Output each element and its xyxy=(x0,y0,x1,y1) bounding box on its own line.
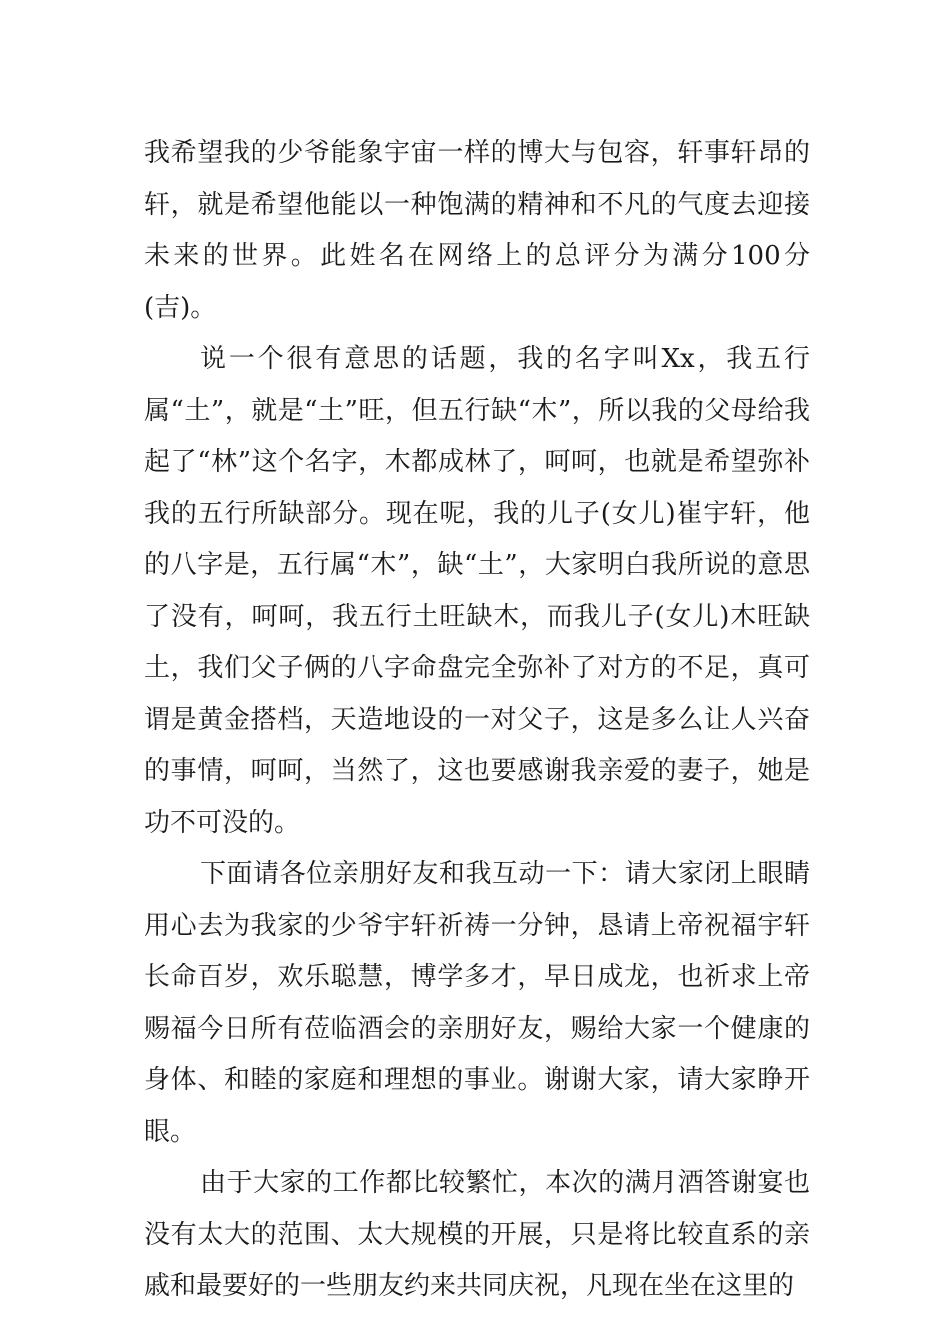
paragraph-five-elements: 说一个很有意思的话题，我的名字叫Xx，我五行属“土”，就是“土”旺，但五行缺“木”，所以我的父母给我起了“林”这个名字，木都成林了，呵呵，也就是希望弥补我的五行所缺部分。现在呢，我的儿子(女儿)崔宇轩，他的八字是，五行属“木”，缺“土”，大家明白我所说的意思了没有，呵呵，我五行土旺缺木，而我儿子(女儿)木旺缺土，我们父子俩的八字命盘完全弥补了对方的不足，真可谓是黄金搭档，天造地设的一对父子，这是多么让人兴奋的事情，呵呵，当然了，这也要感谢我亲爱的妻子，她是功不可没的。 xyxy=(144,344,810,838)
document-body xyxy=(144,128,810,1313)
paragraph-blessing-interaction: 下面请各位亲朋好友和我互动一下：请大家闭上眼睛用心去为我家的少爷宇轩祈祷一分钟，恳请上帝祝福宇轩长命百岁，欢乐聪慧，博学多才，早日成龙，也祈求上帝赐福今日所有莅临酒会的亲朋好友，赐给大家一个健康的身体、和睦的家庭和理想的事业。谢谢大家，请大家睁开眼。 xyxy=(144,859,810,1147)
paragraph-name-meaning: 我希望我的少爷能象宇宙一样的博大与包容，轩事轩昂的轩，就是希望他能以一种饱满的精神和不凡的气度去迎接未来的世界。此姓名在网络上的总评分为满分100分(吉)。 xyxy=(144,138,810,323)
paragraph-banquet-thanks: 由于大家的工作都比较繁忙，本次的满月酒答谢宴也没有太大的范围、太大规模的开展，只是将比较直系的亲戚和最要好的一些朋友约来共同庆祝，凡现在坐在这里的 xyxy=(144,1168,810,1301)
